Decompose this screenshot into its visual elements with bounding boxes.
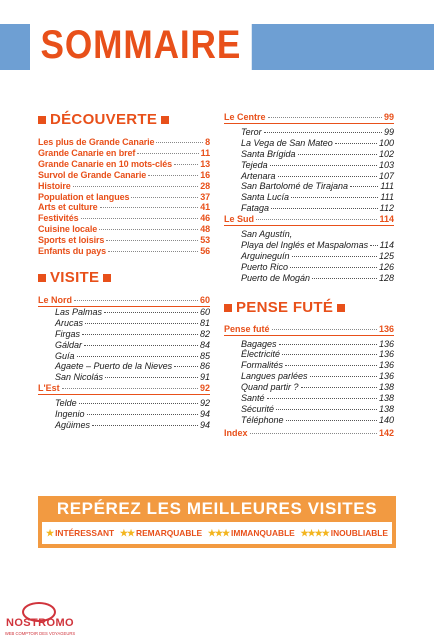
square-bullet-icon	[38, 274, 46, 282]
entry-title: Index	[224, 427, 248, 438]
entry-page: 94	[199, 419, 210, 430]
rating-item	[208, 528, 295, 539]
entry-title: Cuisine locale	[38, 224, 98, 235]
rating-item	[120, 528, 202, 539]
decouverte-list	[38, 137, 210, 257]
entry-title: Survol de Grande Canarie	[38, 169, 147, 180]
leader-dots	[292, 256, 377, 257]
entry-page: 92	[199, 383, 210, 394]
entry-title: Quand partir ?	[241, 382, 299, 393]
entry-page: 138	[378, 382, 394, 393]
section-title: PENSE FUTÉ	[236, 298, 334, 316]
toc-entry[interactable]	[38, 181, 210, 192]
entry-page: 126	[378, 261, 394, 272]
entry-page: 91	[199, 372, 210, 383]
toc-entry[interactable]	[224, 171, 394, 182]
entry-page: 114	[379, 214, 394, 225]
leader-dots	[92, 425, 198, 426]
leader-dots	[312, 278, 377, 279]
visite-list-right	[224, 112, 394, 284]
rating-label: INOUBLIABLE	[330, 528, 388, 538]
star-icon: ★★★★	[300, 527, 329, 538]
logo-name: NOSTROMO	[6, 617, 74, 629]
entry-page: 111	[380, 192, 394, 203]
entry-title: Arguineguín	[241, 250, 290, 261]
leader-dots	[350, 186, 378, 187]
square-bullet-icon	[161, 116, 169, 124]
entry-title: Artenara	[241, 170, 276, 181]
entry-title: Sports et loisirs	[38, 235, 105, 246]
toc-entry[interactable]	[38, 409, 210, 420]
leader-dots	[74, 300, 198, 301]
leader-dots	[100, 207, 199, 208]
entry-title: Festivités	[38, 213, 79, 224]
entry-page: 56	[200, 246, 210, 257]
entry-page: 85	[199, 350, 210, 361]
leader-dots	[77, 356, 198, 357]
toc-entry-region-nord[interactable]	[38, 295, 210, 307]
toc-entry[interactable]	[224, 273, 394, 284]
toc-entry[interactable]	[224, 229, 394, 240]
square-bullet-icon	[103, 274, 111, 282]
leader-dots	[272, 329, 377, 330]
logo-tagline: WEB COMPTOIR DES VOYAGEURS	[4, 631, 76, 636]
entry-page: 103	[378, 159, 394, 170]
toc-entry[interactable]	[224, 160, 394, 171]
entry-title: Enfants du pays	[38, 246, 107, 257]
toc-entry[interactable]	[38, 372, 210, 383]
leader-dots	[276, 409, 377, 410]
leader-dots	[105, 377, 198, 378]
toc-entry[interactable]	[224, 382, 394, 393]
rating-label: REMARQUABLE	[136, 528, 203, 538]
leader-dots	[286, 420, 377, 421]
leader-dots	[108, 251, 198, 252]
toc-entry[interactable]	[224, 192, 394, 203]
leader-dots	[256, 219, 377, 220]
entry-title: Pense futé	[224, 323, 270, 334]
entry-page: 112	[379, 203, 394, 214]
entry-page: 94	[199, 409, 210, 420]
star-icon: ★★★	[207, 527, 230, 538]
entry-title: Gáldar	[55, 339, 83, 350]
entry-page: 92	[199, 398, 210, 409]
entry-title: Fataga	[241, 203, 270, 214]
leader-dots	[301, 387, 377, 388]
entry-page: 125	[378, 250, 394, 261]
leader-dots	[250, 433, 377, 434]
right-column	[224, 112, 394, 439]
square-bullet-icon	[38, 116, 46, 124]
square-bullet-icon	[337, 304, 345, 312]
leader-dots	[131, 197, 198, 198]
leader-dots	[290, 267, 377, 268]
entry-page: 82	[199, 328, 210, 339]
rating-item	[46, 528, 114, 539]
entry-title: Grande Canarie en 10 mots-clés	[38, 158, 173, 169]
entry-title: Agüimes	[55, 419, 91, 430]
toc-entry[interactable]	[38, 235, 210, 246]
star-icon: ★★	[119, 527, 135, 538]
entry-page: 46	[200, 213, 210, 224]
entry-title: L'Est	[38, 383, 60, 394]
leader-dots	[99, 229, 198, 230]
toc-entry[interactable]	[38, 318, 210, 329]
entry-title: Langues parlées	[241, 371, 308, 382]
entry-title: Arts et culture	[38, 202, 98, 213]
toc-entry[interactable]	[224, 415, 394, 426]
leader-dots	[84, 345, 198, 346]
entry-title: Puerto de Mogán	[241, 272, 311, 283]
toc-entry[interactable]	[38, 361, 210, 372]
entry-page: 84	[199, 339, 210, 350]
toc-entry[interactable]	[38, 398, 210, 409]
toc-entry[interactable]	[224, 360, 394, 371]
entry-page: 11	[200, 147, 210, 158]
entry-title: Le Nord	[38, 294, 73, 305]
entry-page: 99	[383, 112, 394, 122]
entry-title: Agaete – Puerto de la Nieves	[55, 361, 173, 372]
toc-entry[interactable]	[224, 203, 394, 214]
toc-entry[interactable]	[38, 202, 210, 213]
section-title: VISITE	[50, 268, 100, 286]
entry-title: Le Centre	[224, 112, 266, 122]
entry-title: Las Palmas	[55, 306, 103, 317]
section-heading-pense-fute	[224, 298, 394, 318]
toc-entry[interactable]	[38, 340, 210, 351]
entry-page: 53	[200, 235, 210, 246]
leader-dots	[174, 164, 198, 165]
entry-title: Population et langues	[38, 191, 130, 202]
toc-entry[interactable]	[224, 339, 394, 350]
rating-item	[300, 528, 388, 539]
entry-page: 142	[378, 427, 394, 438]
leader-dots	[270, 165, 377, 166]
leader-dots	[79, 403, 198, 404]
toc-entry[interactable]	[224, 149, 394, 160]
entry-page: 136	[378, 349, 394, 360]
nostromo-logo	[4, 602, 76, 638]
toc-entry[interactable]	[38, 246, 210, 257]
leader-dots	[271, 208, 378, 209]
entry-page: 99	[383, 126, 394, 137]
entry-title: San Bartolomé de Tirajana	[241, 181, 348, 192]
toc-entry[interactable]	[38, 137, 210, 148]
entry-title: Ingenio	[55, 409, 85, 420]
entry-title: Guía	[55, 350, 75, 361]
leader-dots	[174, 366, 198, 367]
entry-title: Électricité	[241, 349, 281, 360]
toc-entry[interactable]	[224, 262, 394, 273]
entry-page: 136	[378, 360, 394, 371]
toc-entry-region-sud[interactable]	[224, 214, 394, 226]
section-heading-decouverte	[38, 110, 210, 130]
entry-page: 102	[378, 148, 394, 159]
entry-page: 37	[200, 191, 210, 202]
leader-dots	[82, 334, 198, 335]
pense-fute-list	[224, 324, 394, 439]
entry-page: 60	[199, 294, 210, 305]
leader-dots	[156, 142, 203, 143]
toc-entry[interactable]	[224, 251, 394, 262]
toc-entry[interactable]	[38, 159, 210, 170]
leader-dots	[291, 197, 378, 198]
leader-dots	[267, 398, 377, 399]
entry-title: Téléphone	[241, 414, 284, 425]
leader-dots	[335, 143, 377, 144]
entry-title: Santa Lucía	[241, 192, 290, 203]
leader-dots	[264, 132, 382, 133]
entry-page: 107	[378, 170, 394, 181]
leader-dots	[279, 344, 377, 345]
rating-legend	[42, 522, 392, 544]
entry-page: 81	[199, 317, 210, 328]
entry-title: San Agustín,	[241, 229, 293, 240]
entry-title: Telde	[55, 398, 77, 409]
toc-entry[interactable]	[38, 148, 210, 159]
entry-page: 136	[378, 371, 394, 382]
entry-title: Teror	[241, 126, 262, 137]
leader-dots	[285, 365, 377, 366]
leader-dots	[278, 176, 377, 177]
leader-dots	[106, 240, 198, 241]
entry-title: Santé	[241, 393, 265, 404]
leader-dots	[104, 312, 198, 313]
leader-dots	[81, 218, 199, 219]
entry-title: Le Sud	[224, 214, 255, 225]
rating-label: INTÉRESSANT	[55, 528, 115, 538]
toc-entry-pense-fute[interactable]	[224, 324, 394, 336]
toc-entry[interactable]	[38, 170, 210, 181]
entry-page: 86	[199, 361, 210, 372]
entry-page: 138	[378, 403, 394, 414]
entry-title: Bagages	[241, 338, 277, 349]
leader-dots	[298, 154, 377, 155]
entry-title: Sécurité	[241, 403, 275, 414]
entry-title: Puerto Rico	[241, 261, 289, 272]
entry-page: 136	[378, 323, 394, 334]
entry-page: 48	[200, 224, 210, 235]
entry-page: 138	[378, 393, 394, 404]
entry-page: 16	[200, 169, 210, 180]
section-title: DÉCOUVERTE	[50, 111, 158, 128]
entry-page: 100	[378, 137, 394, 148]
toc-entry-region-centre[interactable]	[224, 112, 394, 124]
entry-page: 111	[380, 181, 394, 192]
entry-title: Histoire	[38, 180, 71, 191]
leader-dots	[87, 414, 198, 415]
entry-title: Tejeda	[241, 159, 268, 170]
leader-dots	[148, 175, 198, 176]
leader-dots	[85, 323, 198, 324]
left-column	[38, 110, 210, 431]
entry-title: La Vega de San Mateo	[241, 137, 333, 148]
toc-entry[interactable]	[224, 393, 394, 404]
toc-entry[interactable]	[38, 329, 210, 340]
toc-entry[interactable]	[38, 213, 210, 224]
toc-entry[interactable]	[224, 138, 394, 149]
entry-title: Arucas	[55, 317, 84, 328]
toc-entry[interactable]	[38, 307, 210, 318]
leader-dots	[310, 376, 377, 377]
toc-entry-index[interactable]	[224, 428, 394, 439]
rating-label: IMMANQUABLE	[231, 528, 295, 538]
entry-page: 136	[378, 338, 394, 349]
entry-title: Formalités	[241, 360, 284, 371]
entry-page: 13	[200, 158, 210, 169]
entry-title: Playa del Inglés et Maspalomas	[241, 239, 369, 250]
page-title: SOMMAIRE	[30, 8, 252, 82]
entry-title: Les plus de Grande Canarie	[38, 137, 155, 147]
entry-page: 140	[378, 414, 394, 425]
visite-list-left	[38, 295, 210, 431]
toc-entry[interactable]	[38, 351, 210, 362]
entry-page: 60	[199, 306, 210, 317]
toc-entry[interactable]	[38, 420, 210, 431]
toc-entry[interactable]	[38, 192, 210, 203]
entry-page: 41	[200, 202, 210, 213]
toc-entry[interactable]	[38, 224, 210, 235]
entry-title: San Nicolás	[55, 372, 104, 383]
best-visits-title: REPÉREZ LES MEILLEURES VISITES	[56, 499, 378, 518]
best-visits-box	[38, 496, 396, 548]
entry-page: 8	[205, 137, 210, 147]
leader-dots	[370, 245, 378, 246]
star-icon: ★	[46, 527, 54, 538]
toc-entry[interactable]	[224, 349, 394, 360]
toc-entry[interactable]	[224, 371, 394, 382]
entry-title: Santa Brígida	[241, 148, 296, 159]
entry-page: 28	[200, 180, 210, 191]
leader-dots	[62, 388, 198, 389]
section-heading-visite	[38, 268, 210, 288]
leader-dots	[73, 186, 198, 187]
toc-entry[interactable]	[224, 127, 394, 138]
leader-dots	[268, 117, 382, 118]
toc-entry[interactable]	[224, 240, 394, 251]
leader-dots	[282, 354, 377, 355]
entry-page: 114	[379, 239, 394, 250]
toc-entry[interactable]	[224, 404, 394, 415]
square-bullet-icon	[224, 304, 232, 312]
toc-entry-region-est[interactable]	[38, 383, 210, 395]
entry-title: Firgas	[55, 328, 81, 339]
toc-entry[interactable]	[224, 181, 394, 192]
leader-dots	[137, 153, 198, 154]
entry-title: Grande Canarie en bref	[38, 147, 136, 158]
entry-page: 128	[378, 272, 394, 283]
